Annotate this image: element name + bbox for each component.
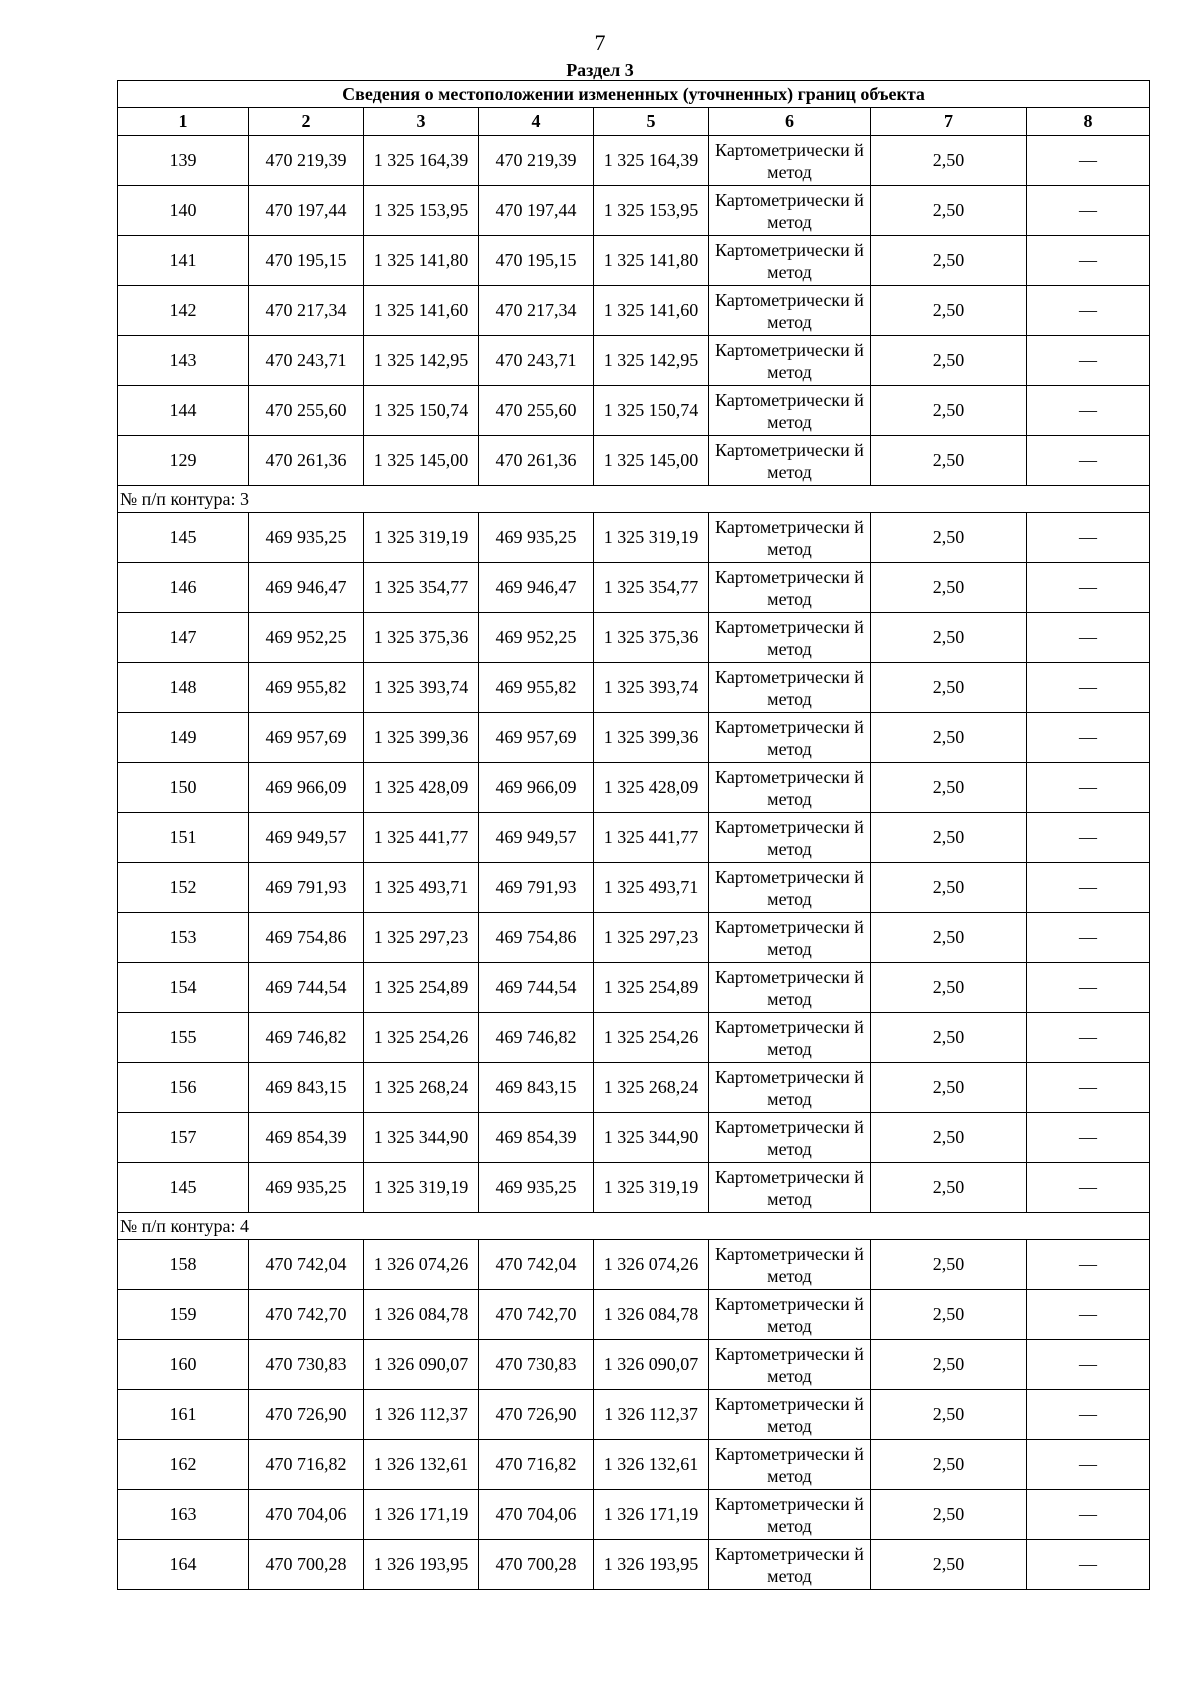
- accuracy-cell: 2,50: [871, 563, 1027, 613]
- method-cell: Картометрически й метод: [709, 613, 871, 663]
- description-cell: —: [1027, 813, 1150, 863]
- y-new-cell: 1 325 141,80: [594, 236, 709, 286]
- point-number-cell: 163: [118, 1490, 249, 1540]
- y-old-cell: 1 326 074,26: [364, 1240, 479, 1290]
- table-row: [118, 1240, 1150, 1290]
- x-new-cell: 469 746,82: [479, 1013, 594, 1063]
- y-new-cell: 1 325 145,00: [594, 436, 709, 486]
- contour-row: [118, 486, 1150, 513]
- y-old-cell: 1 326 112,37: [364, 1390, 479, 1440]
- x-new-cell: 470 742,70: [479, 1290, 594, 1340]
- accuracy-cell: 2,50: [871, 236, 1027, 286]
- y-old-cell: 1 325 164,39: [364, 136, 479, 186]
- x-old-cell: 470 726,90: [249, 1390, 364, 1440]
- y-old-cell: 1 325 254,89: [364, 963, 479, 1013]
- description-cell: —: [1027, 1440, 1150, 1490]
- point-number-cell: 145: [118, 513, 249, 563]
- method-cell: Картометрически й метод: [709, 1113, 871, 1163]
- table-body: [118, 136, 1150, 1590]
- point-number-cell: 139: [118, 136, 249, 186]
- y-new-cell: 1 325 153,95: [594, 186, 709, 236]
- x-new-cell: 470 261,36: [479, 436, 594, 486]
- x-new-cell: 470 217,34: [479, 286, 594, 336]
- point-number-cell: 140: [118, 186, 249, 236]
- method-cell: Картометрически й метод: [709, 963, 871, 1013]
- description-cell: —: [1027, 1290, 1150, 1340]
- method-cell: Картометрически й метод: [709, 1340, 871, 1390]
- y-new-cell: 1 325 319,19: [594, 513, 709, 563]
- method-cell: Картометрически й метод: [709, 1490, 871, 1540]
- accuracy-cell: 2,50: [871, 1290, 1027, 1340]
- accuracy-cell: 2,50: [871, 1390, 1027, 1440]
- y-old-cell: 1 325 399,36: [364, 713, 479, 763]
- y-old-cell: 1 325 254,26: [364, 1013, 479, 1063]
- table-row: [118, 1440, 1150, 1490]
- y-new-cell: 1 325 319,19: [594, 1163, 709, 1213]
- table-row: [118, 713, 1150, 763]
- x-new-cell: 470 700,28: [479, 1540, 594, 1590]
- y-old-cell: 1 326 171,19: [364, 1490, 479, 1540]
- x-old-cell: 470 255,60: [249, 386, 364, 436]
- x-old-cell: 469 952,25: [249, 613, 364, 663]
- table-row: [118, 1163, 1150, 1213]
- description-cell: —: [1027, 436, 1150, 486]
- point-number-cell: 164: [118, 1540, 249, 1590]
- contour-row: [118, 1213, 1150, 1240]
- x-new-cell: 469 854,39: [479, 1113, 594, 1163]
- y-old-cell: 1 325 493,71: [364, 863, 479, 913]
- column-number-8: 8: [1027, 108, 1150, 136]
- x-old-cell: 470 730,83: [249, 1340, 364, 1390]
- table-row: [118, 1063, 1150, 1113]
- table-row: [118, 513, 1150, 563]
- description-cell: —: [1027, 1390, 1150, 1440]
- point-number-cell: 153: [118, 913, 249, 963]
- x-new-cell: 469 966,09: [479, 763, 594, 813]
- point-number-cell: 129: [118, 436, 249, 486]
- table-row: [118, 336, 1150, 386]
- method-cell: Картометрически й метод: [709, 713, 871, 763]
- point-number-cell: 146: [118, 563, 249, 613]
- description-cell: —: [1027, 963, 1150, 1013]
- point-number-cell: 150: [118, 763, 249, 813]
- description-cell: —: [1027, 713, 1150, 763]
- x-new-cell: 469 754,86: [479, 913, 594, 963]
- method-cell: Картометрически й метод: [709, 1390, 871, 1440]
- x-old-cell: 470 243,71: [249, 336, 364, 386]
- point-number-cell: 156: [118, 1063, 249, 1113]
- point-number-cell: 147: [118, 613, 249, 663]
- method-cell: Картометрически й метод: [709, 1240, 871, 1290]
- point-number-cell: 148: [118, 663, 249, 713]
- table-row: [118, 913, 1150, 963]
- column-number-3: 3: [364, 108, 479, 136]
- method-cell: Картометрически й метод: [709, 1440, 871, 1490]
- point-number-cell: 142: [118, 286, 249, 336]
- y-new-cell: 1 325 254,89: [594, 963, 709, 1013]
- x-old-cell: 470 716,82: [249, 1440, 364, 1490]
- y-old-cell: 1 325 354,77: [364, 563, 479, 613]
- column-number-2: 2: [249, 108, 364, 136]
- y-new-cell: 1 326 171,19: [594, 1490, 709, 1540]
- column-number-5: 5: [594, 108, 709, 136]
- description-cell: —: [1027, 1063, 1150, 1113]
- table-title: Сведения о местоположении измененных (уточненных) границ объекта: [118, 81, 1150, 108]
- y-old-cell: 1 326 193,95: [364, 1540, 479, 1590]
- table-row: [118, 763, 1150, 813]
- y-old-cell: 1 325 319,19: [364, 1163, 479, 1213]
- table-row: [118, 613, 1150, 663]
- table-row: [118, 1540, 1150, 1590]
- y-old-cell: 1 325 297,23: [364, 913, 479, 963]
- point-number-cell: 158: [118, 1240, 249, 1290]
- y-new-cell: 1 325 254,26: [594, 1013, 709, 1063]
- x-new-cell: 469 952,25: [479, 613, 594, 663]
- x-new-cell: 469 791,93: [479, 863, 594, 913]
- accuracy-cell: 2,50: [871, 1340, 1027, 1390]
- x-new-cell: 469 935,25: [479, 513, 594, 563]
- y-new-cell: 1 325 164,39: [594, 136, 709, 186]
- x-new-cell: 470 726,90: [479, 1390, 594, 1440]
- description-cell: —: [1027, 236, 1150, 286]
- accuracy-cell: 2,50: [871, 863, 1027, 913]
- description-cell: —: [1027, 1240, 1150, 1290]
- method-cell: Картометрически й метод: [709, 386, 871, 436]
- table-row: [118, 236, 1150, 286]
- accuracy-cell: 2,50: [871, 913, 1027, 963]
- point-number-cell: 155: [118, 1013, 249, 1063]
- point-number-cell: 152: [118, 863, 249, 913]
- point-number-cell: 144: [118, 386, 249, 436]
- y-new-cell: 1 325 428,09: [594, 763, 709, 813]
- accuracy-cell: 2,50: [871, 813, 1027, 863]
- x-old-cell: 469 746,82: [249, 1013, 364, 1063]
- y-new-cell: 1 326 084,78: [594, 1290, 709, 1340]
- y-new-cell: 1 325 393,74: [594, 663, 709, 713]
- x-old-cell: 469 744,54: [249, 963, 364, 1013]
- x-new-cell: 470 704,06: [479, 1490, 594, 1540]
- method-cell: Картометрически й метод: [709, 136, 871, 186]
- method-cell: Картометрически й метод: [709, 186, 871, 236]
- method-cell: Картометрически й метод: [709, 1163, 871, 1213]
- x-old-cell: 470 742,70: [249, 1290, 364, 1340]
- description-cell: —: [1027, 1013, 1150, 1063]
- section-title: Раздел 3: [566, 60, 634, 80]
- description-cell: —: [1027, 913, 1150, 963]
- y-old-cell: 1 325 142,95: [364, 336, 479, 386]
- description-cell: —: [1027, 613, 1150, 663]
- point-number-cell: 161: [118, 1390, 249, 1440]
- point-number-cell: 154: [118, 963, 249, 1013]
- y-new-cell: 1 325 493,71: [594, 863, 709, 913]
- accuracy-cell: 2,50: [871, 1240, 1027, 1290]
- x-old-cell: 470 261,36: [249, 436, 364, 486]
- y-new-cell: 1 326 132,61: [594, 1440, 709, 1490]
- y-old-cell: 1 325 145,00: [364, 436, 479, 486]
- table-row: [118, 286, 1150, 336]
- table-row: [118, 186, 1150, 236]
- page-number: 7: [594, 30, 606, 55]
- description-cell: —: [1027, 336, 1150, 386]
- accuracy-cell: 2,50: [871, 713, 1027, 763]
- y-new-cell: 1 325 375,36: [594, 613, 709, 663]
- method-cell: Картометрически й метод: [709, 236, 871, 286]
- x-new-cell: 470 730,83: [479, 1340, 594, 1390]
- method-cell: Картометрически й метод: [709, 913, 871, 963]
- accuracy-cell: 2,50: [871, 1540, 1027, 1590]
- y-old-cell: 1 326 084,78: [364, 1290, 479, 1340]
- column-number-1: 1: [118, 108, 249, 136]
- x-old-cell: 469 946,47: [249, 563, 364, 613]
- x-new-cell: 470 195,15: [479, 236, 594, 286]
- table-row: [118, 1390, 1150, 1440]
- y-new-cell: 1 325 441,77: [594, 813, 709, 863]
- x-new-cell: 470 742,04: [479, 1240, 594, 1290]
- column-number-7: 7: [871, 108, 1027, 136]
- method-cell: Картометрически й метод: [709, 813, 871, 863]
- description-cell: —: [1027, 763, 1150, 813]
- x-new-cell: 469 957,69: [479, 713, 594, 763]
- y-new-cell: 1 325 150,74: [594, 386, 709, 436]
- x-new-cell: 470 243,71: [479, 336, 594, 386]
- y-old-cell: 1 326 132,61: [364, 1440, 479, 1490]
- method-cell: Картометрически й метод: [709, 1013, 871, 1063]
- point-number-cell: 141: [118, 236, 249, 286]
- method-cell: Картометрически й метод: [709, 1063, 871, 1113]
- accuracy-cell: 2,50: [871, 136, 1027, 186]
- description-cell: —: [1027, 1163, 1150, 1213]
- method-cell: Картометрически й метод: [709, 513, 871, 563]
- x-old-cell: 470 217,34: [249, 286, 364, 336]
- y-new-cell: 1 326 193,95: [594, 1540, 709, 1590]
- method-cell: Картометрически й метод: [709, 863, 871, 913]
- x-old-cell: 470 195,15: [249, 236, 364, 286]
- description-cell: —: [1027, 563, 1150, 613]
- x-old-cell: 470 700,28: [249, 1540, 364, 1590]
- x-new-cell: 469 935,25: [479, 1163, 594, 1213]
- point-number-cell: 160: [118, 1340, 249, 1390]
- x-old-cell: 470 742,04: [249, 1240, 364, 1290]
- x-old-cell: 469 935,25: [249, 1163, 364, 1213]
- table-row: [118, 436, 1150, 486]
- contour-label: № п/п контура: 4: [118, 1213, 1150, 1240]
- table-row: [118, 136, 1150, 186]
- x-old-cell: 469 791,93: [249, 863, 364, 913]
- description-cell: —: [1027, 1340, 1150, 1390]
- x-old-cell: 469 754,86: [249, 913, 364, 963]
- table-row: [118, 1113, 1150, 1163]
- table-row: [118, 813, 1150, 863]
- point-number-cell: 159: [118, 1290, 249, 1340]
- accuracy-cell: 2,50: [871, 186, 1027, 236]
- x-new-cell: 470 716,82: [479, 1440, 594, 1490]
- table-row: [118, 1490, 1150, 1540]
- description-cell: —: [1027, 136, 1150, 186]
- y-old-cell: 1 325 441,77: [364, 813, 479, 863]
- table-row: [118, 1290, 1150, 1340]
- y-old-cell: 1 325 141,80: [364, 236, 479, 286]
- x-new-cell: 469 744,54: [479, 963, 594, 1013]
- x-old-cell: 469 966,09: [249, 763, 364, 813]
- x-new-cell: 469 843,15: [479, 1063, 594, 1113]
- description-cell: —: [1027, 1113, 1150, 1163]
- description-cell: —: [1027, 1540, 1150, 1590]
- accuracy-cell: 2,50: [871, 1113, 1027, 1163]
- method-cell: Картометрически й метод: [709, 663, 871, 713]
- y-new-cell: 1 325 297,23: [594, 913, 709, 963]
- y-old-cell: 1 325 393,74: [364, 663, 479, 713]
- y-new-cell: 1 325 344,90: [594, 1113, 709, 1163]
- accuracy-cell: 2,50: [871, 1440, 1027, 1490]
- y-old-cell: 1 325 375,36: [364, 613, 479, 663]
- boundary-coordinates-table: [117, 80, 1150, 1590]
- y-new-cell: 1 325 142,95: [594, 336, 709, 386]
- accuracy-cell: 2,50: [871, 963, 1027, 1013]
- y-old-cell: 1 325 428,09: [364, 763, 479, 813]
- point-number-cell: 145: [118, 1163, 249, 1213]
- method-cell: Картометрически й метод: [709, 763, 871, 813]
- accuracy-cell: 2,50: [871, 1163, 1027, 1213]
- x-new-cell: 470 219,39: [479, 136, 594, 186]
- accuracy-cell: 2,50: [871, 613, 1027, 663]
- x-old-cell: 469 957,69: [249, 713, 364, 763]
- table-row: [118, 1340, 1150, 1390]
- y-new-cell: 1 325 354,77: [594, 563, 709, 613]
- description-cell: —: [1027, 513, 1150, 563]
- column-number-4: 4: [479, 108, 594, 136]
- description-cell: —: [1027, 1490, 1150, 1540]
- x-new-cell: 470 197,44: [479, 186, 594, 236]
- method-cell: Картометрически й метод: [709, 286, 871, 336]
- accuracy-cell: 2,50: [871, 1013, 1027, 1063]
- accuracy-cell: 2,50: [871, 386, 1027, 436]
- x-old-cell: 469 854,39: [249, 1113, 364, 1163]
- y-new-cell: 1 326 090,07: [594, 1340, 709, 1390]
- y-new-cell: 1 326 112,37: [594, 1390, 709, 1440]
- point-number-cell: 157: [118, 1113, 249, 1163]
- table-row: [118, 963, 1150, 1013]
- y-new-cell: 1 325 399,36: [594, 713, 709, 763]
- table-row: [118, 1013, 1150, 1063]
- x-old-cell: 470 704,06: [249, 1490, 364, 1540]
- column-number-6: 6: [709, 108, 871, 136]
- accuracy-cell: 2,50: [871, 663, 1027, 713]
- x-new-cell: 469 955,82: [479, 663, 594, 713]
- x-new-cell: 469 946,47: [479, 563, 594, 613]
- y-new-cell: 1 325 141,60: [594, 286, 709, 336]
- y-old-cell: 1 325 268,24: [364, 1063, 479, 1113]
- description-cell: —: [1027, 663, 1150, 713]
- point-number-cell: 162: [118, 1440, 249, 1490]
- table-row: [118, 663, 1150, 713]
- table-row: [118, 863, 1150, 913]
- point-number-cell: 143: [118, 336, 249, 386]
- x-new-cell: 469 949,57: [479, 813, 594, 863]
- table-row: [118, 563, 1150, 613]
- x-old-cell: 469 843,15: [249, 1063, 364, 1113]
- accuracy-cell: 2,50: [871, 1490, 1027, 1540]
- description-cell: —: [1027, 286, 1150, 336]
- x-old-cell: 470 197,44: [249, 186, 364, 236]
- accuracy-cell: 2,50: [871, 336, 1027, 386]
- y-old-cell: 1 326 090,07: [364, 1340, 479, 1390]
- x-old-cell: 470 219,39: [249, 136, 364, 186]
- x-old-cell: 469 949,57: [249, 813, 364, 863]
- y-old-cell: 1 325 141,60: [364, 286, 479, 336]
- method-cell: Картометрически й метод: [709, 436, 871, 486]
- accuracy-cell: 2,50: [871, 286, 1027, 336]
- y-old-cell: 1 325 319,19: [364, 513, 479, 563]
- y-old-cell: 1 325 150,74: [364, 386, 479, 436]
- x-old-cell: 469 955,82: [249, 663, 364, 713]
- method-cell: Картометрически й метод: [709, 563, 871, 613]
- point-number-cell: 149: [118, 713, 249, 763]
- description-cell: —: [1027, 863, 1150, 913]
- description-cell: —: [1027, 386, 1150, 436]
- description-cell: —: [1027, 186, 1150, 236]
- accuracy-cell: 2,50: [871, 436, 1027, 486]
- table-row: [118, 386, 1150, 436]
- accuracy-cell: 2,50: [871, 1063, 1027, 1113]
- y-new-cell: 1 325 268,24: [594, 1063, 709, 1113]
- y-new-cell: 1 326 074,26: [594, 1240, 709, 1290]
- method-cell: Картометрически й метод: [709, 1540, 871, 1590]
- point-number-cell: 151: [118, 813, 249, 863]
- column-number-row: [118, 108, 1150, 136]
- contour-label: № п/п контура: 3: [118, 486, 1150, 513]
- y-old-cell: 1 325 344,90: [364, 1113, 479, 1163]
- method-cell: Картометрически й метод: [709, 1290, 871, 1340]
- method-cell: Картометрически й метод: [709, 336, 871, 386]
- x-new-cell: 470 255,60: [479, 386, 594, 436]
- x-old-cell: 469 935,25: [249, 513, 364, 563]
- y-old-cell: 1 325 153,95: [364, 186, 479, 236]
- accuracy-cell: 2,50: [871, 763, 1027, 813]
- accuracy-cell: 2,50: [871, 513, 1027, 563]
